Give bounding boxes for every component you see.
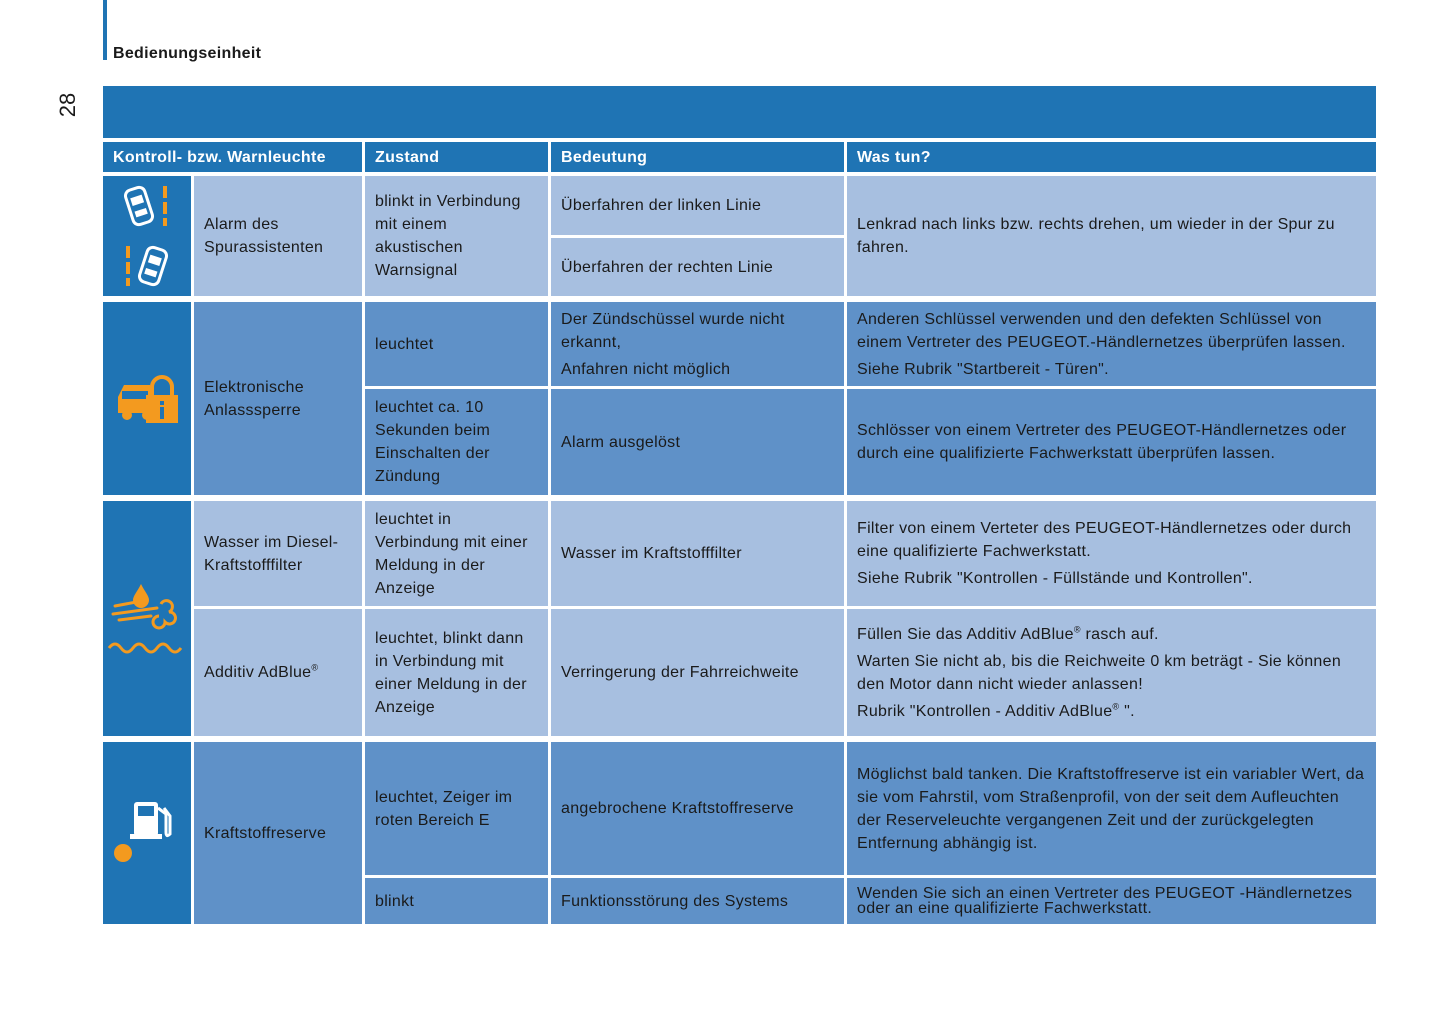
fuel-pump-icon [103,742,191,924]
trademark: ® [1073,624,1081,635]
meaning-cell: Alarm ausgelöst [551,389,844,495]
page-number: 28 [55,92,80,118]
table-banner [103,86,1376,138]
action-cell [847,302,1376,386]
action-line: Warten Sie nicht ab, bis die Reichweite 0 km beträgt - Sie können den Motor dann nicht wieder anlassen! [857,652,1342,693]
state-cell: leuchtet in Verbindung mit einer Meldung in der Anzeige [365,501,548,606]
action-text: rasch auf. [1080,625,1159,643]
action-line: Filter von einem Verteter des PEUGEOT-Händlernetzes oder durch eine qualifizierte Fachwerkstatt. [857,520,1352,560]
state-cell: leuchtet [365,302,548,386]
indicator-name: Alarm des Spurassistenten [194,176,362,296]
meaning-cell [551,302,844,386]
state-cell: leuchtet, blinkt dann in Verbindung mit einer Meldung in der Anzeige [365,609,548,736]
action-text: Rubrik "Kontrollen - Additiv AdBlue [857,702,1113,720]
state-cell: leuchtet, Zeiger im roten Bereich E [365,742,548,875]
header-meaning: Bedeutung [551,142,844,172]
trademark: ® [1112,701,1120,712]
trademark: ® [311,662,319,673]
meaning-cell: Überfahren der linken Linie [551,176,844,235]
meaning-line: Der Zündschüssel wurde nicht erkannt, [561,310,785,351]
meaning-cell: angebrochene Kraftstoffreserve [551,742,844,875]
action-line: Anderen Schlüssel verwenden und den defekten Schlüssel von einem Vertreter des PEUGEOT.-Händlernetzes überprüfen lassen. [857,310,1346,351]
meaning-cell: Überfahren der rechten Linie [551,238,844,296]
action-cell [847,501,1376,606]
state-cell: blinkt [365,878,548,924]
action-text: ". [1119,702,1135,720]
action-line: Siehe Rubrik "Kontrollen - Füllstände und Kontrollen". [857,570,1253,587]
water-in-diesel-icon [103,501,191,736]
action-line: Siehe Rubrik "Startbereit - Türen". [857,360,1109,378]
header-indicator: Kontroll- bzw. Warnleuchte [103,142,362,172]
indicator-name: Elektronische Anlasssperre [194,302,362,495]
state-cell: blinkt in Verbindung mit einem akustischen Warnsignal [365,176,548,296]
lane-departure-icon [103,176,191,296]
meaning-cell: Verringerung der Fahrreichweite [551,609,844,736]
action-cell: Schlösser von einem Vertreter des PEUGEOT-Händlernetzes oder durch eine qualifizierte Fachwerkstatt überprüfen lassen. [847,389,1376,495]
section-marker-bar [103,0,107,60]
immobiliser-icon [103,302,191,495]
indicator-name: Wasser im Diesel-Kraftstofffilter [194,501,362,606]
indicator-name [194,609,362,736]
header-state: Zustand [365,142,548,172]
meaning-cell: Wasser im Kraftstofffilter [551,501,844,606]
action-cell: Lenkrad nach links bzw. rechts drehen, um wieder in der Spur zu fahren. [847,176,1376,296]
meaning-cell: Funktionsstörung des Systems [551,878,844,924]
action-cell: Möglichst bald tanken. Die Kraftstoffreserve ist ein variabler Wert, da sie vom Fahrstil, vom Straßenprofil, von der seit dem Aufleuchten der Reserveleuchte vergangenen Zeit und der zurückgelegten Entfernung abhängig ist. [847,742,1376,875]
indicator-name-text: Additiv AdBlue [204,664,312,681]
state-cell: leuchtet ca. 10 Sekunden beim Einschalten der Zündung [365,389,548,495]
action-cell [847,609,1376,736]
section-title: Bedienungseinheit [113,45,262,62]
header-action: Was tun? [847,142,1376,172]
action-text: Füllen Sie das Additiv AdBlue [857,625,1074,643]
action-cell: Wenden Sie sich an einen Vertreter des PEUGEOT -Händlernetzes oder an eine qualifizierte Fachwerkstatt. [847,878,1376,924]
meaning-line: Anfahren nicht möglich [561,360,731,378]
indicator-name: Kraftstoffreserve [194,742,362,924]
